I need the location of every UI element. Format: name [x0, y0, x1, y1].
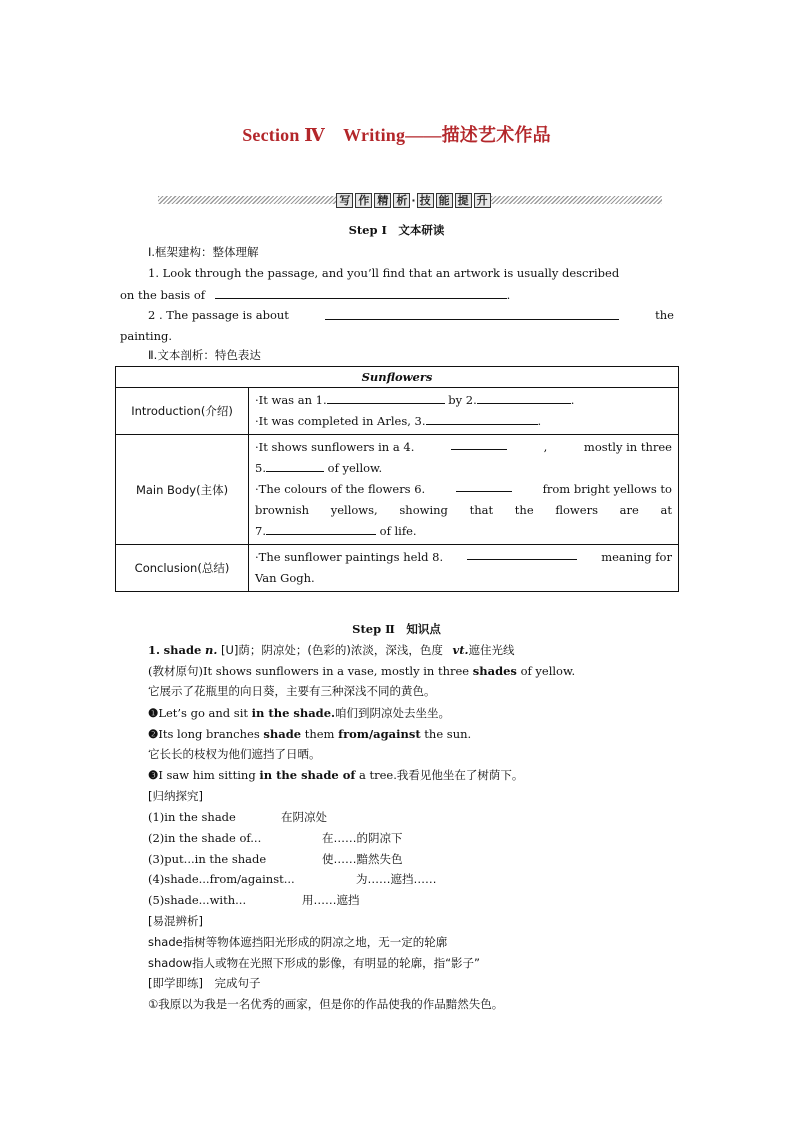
question-1-prefix: on the basis of — [120, 288, 206, 302]
summary-title: [归纳探究] — [148, 789, 203, 803]
body-line5: 7. of life. — [255, 524, 417, 538]
question-2-line2: painting. — [120, 329, 173, 343]
example-3: ❸I saw him sitting in the shade of a tree.我看见他坐在了树荫下。 — [148, 768, 524, 782]
table-header: Sunflowers — [116, 367, 679, 388]
blank-5[interactable] — [266, 459, 324, 472]
blank-about[interactable] — [325, 307, 619, 320]
item1-heading: 1. shade n. [U]荫；阴凉处；(色彩的)浓淡，深浅，色度 vt.遮住光线 — [148, 643, 515, 657]
body-line1: ·It shows sunflowers in a 4. , mostly in three — [255, 437, 672, 458]
blank-3[interactable] — [426, 412, 538, 425]
banner-char: 作 — [355, 193, 372, 208]
source-translation: 它展示了花瓶里的向日葵，主要有三种深浅不同的黄色。 — [148, 684, 436, 698]
intro-label: Introduction(介绍) — [116, 388, 249, 435]
practice-item-1: ①我原以为我是一名优秀的画家，但是你的作品使我的作品黯然失色。 — [148, 997, 504, 1011]
summary-item: (1)in the shade 在阴凉处 — [148, 810, 327, 824]
confusion-title: [易混辨析] — [148, 914, 203, 928]
blank-basis[interactable] — [215, 286, 507, 299]
body-line3: ·The colours of the flowers 6. from bright yellows to — [255, 479, 672, 500]
conclusion-line1: ·The sunflower paintings held 8. meaning for — [255, 547, 672, 568]
summary-item: (5)shade...with... 用……遮挡 — [148, 893, 360, 907]
conclusion-content — [249, 545, 679, 592]
banner-stripes-left — [158, 196, 336, 204]
question-2-prefix: 2 . The passage is about — [148, 308, 289, 322]
question-2-the: the — [655, 308, 674, 322]
source-sentence: (教材原句)It shows sunflowers in a vase, mostly in three shades of yellow. — [148, 664, 576, 678]
banner-dot: · — [411, 193, 416, 207]
banner-char: 提 — [455, 193, 472, 208]
intro-line2: ·It was completed in Arles, 3. . — [255, 414, 542, 428]
body-line2: 5. of yellow. — [255, 461, 383, 475]
blank-8[interactable] — [467, 547, 577, 560]
blank-2[interactable] — [477, 391, 571, 404]
example-1: ❶Let’s go and sit in the shade.咱们到阴凉处去坐坐。 — [148, 706, 451, 720]
body-content — [249, 435, 679, 545]
page-title: Section Ⅳ Writing——描述艺术作品 — [242, 125, 551, 145]
blank-6[interactable] — [456, 479, 512, 492]
summary-item: (2)in the shade of... 在……的阴凉下 — [148, 831, 403, 845]
part2-heading: Ⅱ.文本剖析：特色表达 — [148, 348, 261, 362]
question-2-line1 — [148, 307, 674, 323]
intro-line1: ·It was an 1. by 2. . — [255, 393, 575, 407]
summary-item: (3)put...in the shade 使……黯然失色 — [148, 852, 403, 866]
sunflowers-table — [115, 366, 679, 592]
summary-item: (4)shade...from/against... 为……遮挡…… — [148, 872, 437, 886]
blank-7[interactable] — [266, 522, 376, 535]
example-2: ❷Its long branches shade them from/against the sun. — [148, 727, 472, 741]
step2-title: Step Ⅱ 知识点 — [352, 622, 441, 636]
question-1-line2 — [120, 286, 510, 303]
banner-char: 升 — [474, 193, 491, 208]
blank-4[interactable] — [451, 437, 507, 450]
practice-title: [即学即练] 完成句子 — [148, 976, 261, 990]
confusion-shadow: shadow指人或物在光照下形成的影像，有明显的轮廓，指“影子” — [148, 956, 480, 970]
intro-content — [249, 388, 679, 435]
banner-char: 精 — [374, 193, 391, 208]
banner-char: 技 — [417, 193, 434, 208]
banner-char: 能 — [436, 193, 453, 208]
banner-stripes-right — [491, 196, 662, 204]
confusion-shade: shade指树等物体遮挡阳光形成的阴凉之地，无一定的轮廓 — [148, 935, 448, 949]
banner-char: 析 — [393, 193, 410, 208]
step1-title: Step Ⅰ 文本研读 — [348, 223, 445, 237]
banner-char: 写 — [336, 193, 353, 208]
conclusion-line2: Van Gogh. — [255, 571, 315, 585]
part1-heading: Ⅰ.框架建构：整体理解 — [148, 245, 259, 259]
body-line4: brownish yellows, showing that the flowers are at — [255, 503, 672, 517]
section-banner — [158, 192, 662, 208]
example-2-translation: 它长长的枝杈为他们遮挡了日晒。 — [148, 747, 321, 761]
question-1-period: . — [506, 288, 511, 302]
banner-label — [339, 192, 488, 208]
body-label: Main Body(主体) — [116, 435, 249, 545]
question-1-line1: 1. Look through the passage, and you’ll find that an artwork is usually described — [148, 266, 620, 280]
conclusion-label: Conclusion(总结) — [116, 545, 249, 592]
blank-1[interactable] — [327, 391, 445, 404]
